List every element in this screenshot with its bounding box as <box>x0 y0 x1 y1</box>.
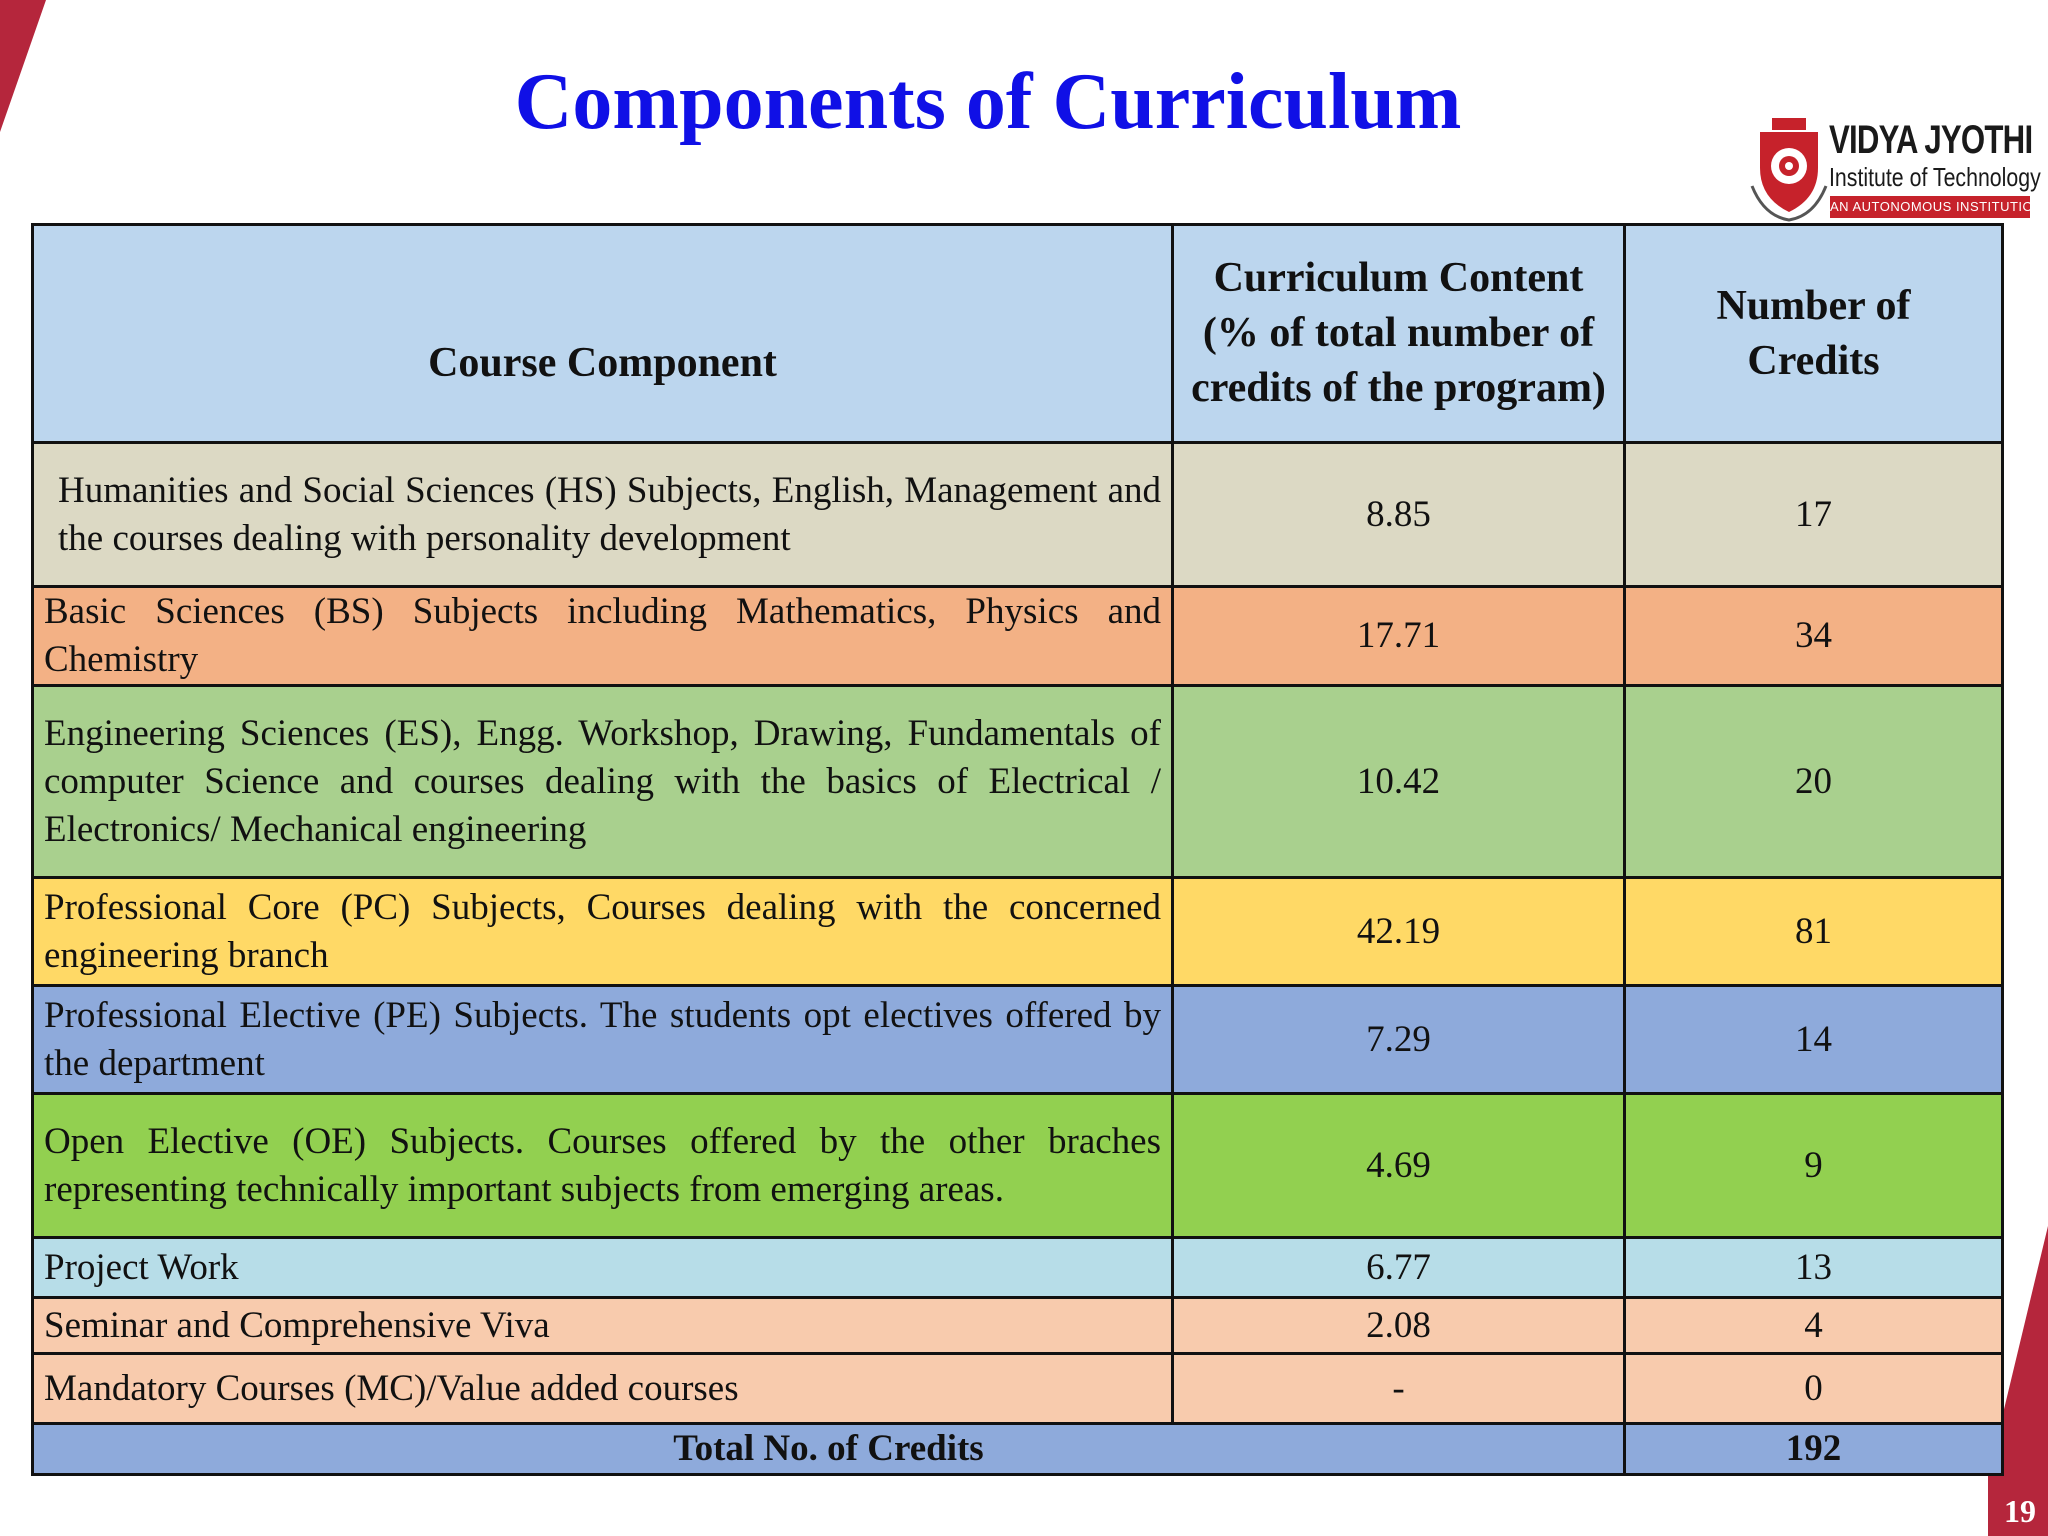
crest-icon <box>1750 116 1828 222</box>
logo-subtitle: Institute of Technology <box>1829 162 2041 192</box>
credits-cell: 20 <box>1625 686 2003 878</box>
table-row <box>33 1354 2003 1424</box>
curriculum-percent-cell: 17.71 <box>1173 587 1625 686</box>
credits-cell: 17 <box>1625 443 2003 587</box>
course-component-cell: Seminar and Comprehensive Viva <box>33 1298 1173 1354</box>
curriculum-percent-cell: 8.85 <box>1173 443 1625 587</box>
credits-cell: 4 <box>1625 1298 2003 1354</box>
credits-cell: 34 <box>1625 587 2003 686</box>
course-component-cell: Basic Sciences (BS) Subjects including Mathematics, Physics and Chemistry <box>33 587 1173 686</box>
curriculum-table <box>31 223 2004 1476</box>
course-component-cell: Engineering Sciences (ES), Engg. Workshop, Drawing, Fundamentals of computer Science and courses dealing with the basics of Electrical / Electronics/ Mechanical engineering <box>33 686 1173 878</box>
table-row <box>33 1298 2003 1354</box>
course-component-cell: Humanities and Social Sciences (HS) Subjects, English, Management and the courses dealing with personality development <box>33 443 1173 587</box>
header-course-component: Course Component <box>33 225 1173 443</box>
curriculum-percent-cell: 2.08 <box>1173 1298 1625 1354</box>
credits-cell: 9 <box>1625 1094 2003 1238</box>
curriculum-percent-cell: 6.77 <box>1173 1238 1625 1298</box>
credits-cell: 81 <box>1625 878 2003 986</box>
page-number: 19 <box>2004 1493 2036 1529</box>
curriculum-percent-cell: 42.19 <box>1173 878 1625 986</box>
total-row <box>33 1424 2003 1475</box>
institution-logo <box>1750 116 2044 222</box>
curriculum-percent-cell: 10.42 <box>1173 686 1625 878</box>
table-row <box>33 686 2003 878</box>
logo-tagline: AN AUTONOMOUS INSTITUTION <box>1830 196 2030 218</box>
curriculum-percent-cell: - <box>1173 1354 1625 1424</box>
curriculum-percent-cell: 7.29 <box>1173 986 1625 1094</box>
total-label: Total No. of Credits <box>33 1424 1625 1475</box>
header-number-of-credits: Number of Credits <box>1625 225 2003 443</box>
page-title: Components of Curriculum <box>514 58 1462 146</box>
table-row <box>33 1238 2003 1298</box>
curriculum-percent-cell: 4.69 <box>1173 1094 1625 1238</box>
total-credits: 192 <box>1625 1424 2003 1475</box>
header-curriculum-content: Curriculum Content (% of total number of credits of the program) <box>1173 225 1625 443</box>
table-row <box>33 587 2003 686</box>
logo-name: VIDYA JYOTHI <box>1829 118 2033 162</box>
credits-cell: 13 <box>1625 1238 2003 1298</box>
table-row <box>33 1094 2003 1238</box>
table-header-row <box>33 225 2003 443</box>
course-component-cell: Project Work <box>33 1238 1173 1298</box>
credits-cell: 0 <box>1625 1354 2003 1424</box>
course-component-cell: Professional Core (PC) Subjects, Courses dealing with the concerned engineering branch <box>33 878 1173 986</box>
table-row <box>33 986 2003 1094</box>
credits-cell: 14 <box>1625 986 2003 1094</box>
table-row <box>33 878 2003 986</box>
table-row <box>33 443 2003 587</box>
course-component-cell: Professional Elective (PE) Subjects. The students opt electives offered by the department <box>33 986 1173 1094</box>
course-component-cell: Mandatory Courses (MC)/Value added courses <box>33 1354 1173 1424</box>
course-component-cell: Open Elective (OE) Subjects. Courses offered by the other braches representing technically important subjects from emerging areas. <box>33 1094 1173 1238</box>
